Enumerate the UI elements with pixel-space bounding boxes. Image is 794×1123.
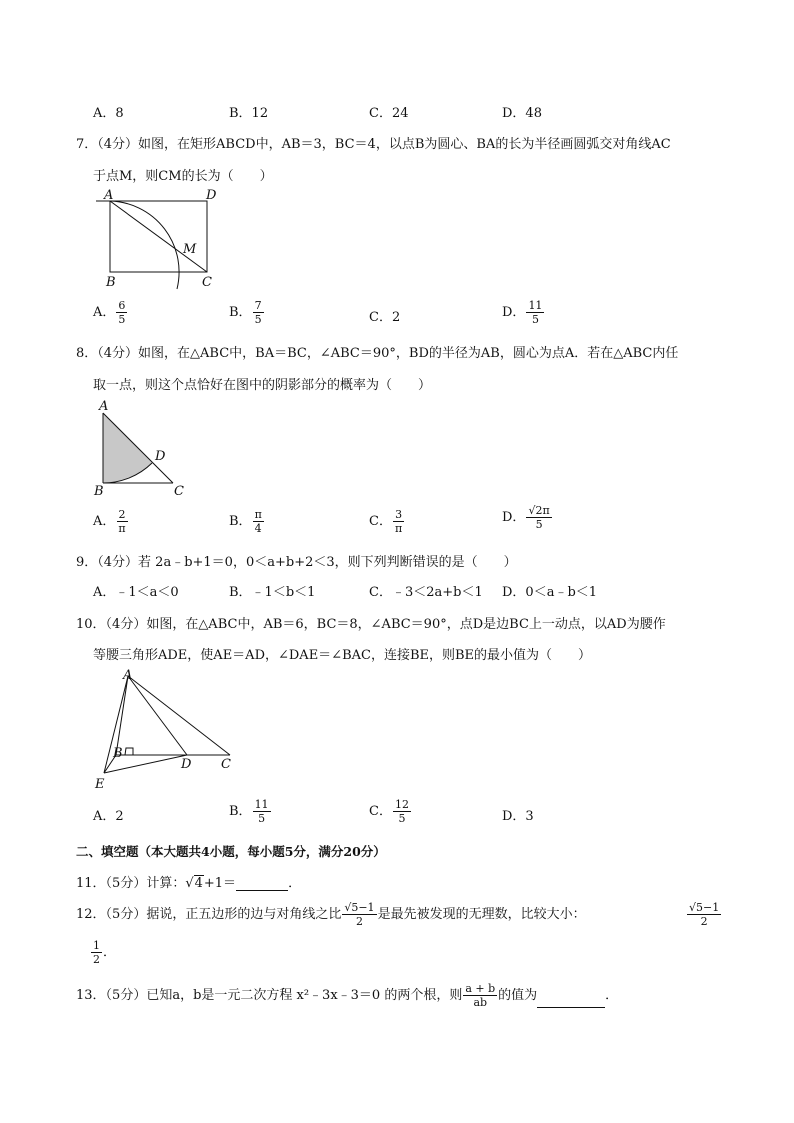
q10-label-b: B	[113, 746, 123, 761]
q9-option-b: B．﹣1＜b＜1	[229, 585, 316, 600]
q9-stem: 9．（4分）若 2a﹣b+1＝0，0＜a+b+2＜3，则下列判断错误的是（ ）	[76, 555, 517, 570]
q10-label-a: A	[123, 668, 133, 683]
q10-label-d: D	[181, 757, 192, 772]
q10-option-b: B． $\frac{11}{5}$	[229, 798, 269, 825]
q13-stem: 13．（5分）已知a，b是一元二次方程 x²﹣3x﹣3＝0 的两个根，则 $\frac{a + b}{ab}$ 的值为 ．	[76, 982, 619, 1009]
q8-label-c: C	[174, 484, 184, 499]
q10-label-e: E	[95, 777, 105, 792]
q8-label-d: D	[155, 449, 166, 464]
q7-option-c: C．2	[369, 310, 401, 325]
q8-figure-triangle	[92, 397, 202, 502]
q7-stem-line1: 7．（4分）如图，在矩形ABCD中，AB＝3，BC＝4，以点B为圆心、BA的长为半径画圆弧交对角线AC	[76, 137, 671, 152]
q8-option-c: C． $\frac{3}{\pi}$	[369, 508, 403, 535]
q10-label-c: C	[221, 757, 231, 772]
q6-option-b: B．12	[229, 106, 269, 121]
section-title-fill-in: 二、填空题（本大题共4小题，每小题5分，满分20分）	[76, 844, 386, 859]
q10-option-c: C． $\frac{12}{5}$	[369, 798, 409, 825]
q7-figure-rectangle	[92, 185, 222, 295]
q7-option-b: B． $\frac{7}{5}$	[229, 299, 262, 326]
q12-stem: 12．（5分）据说，正五边形的边与对角线之比 $\frac{√5-1}{2}$ 是最先被发现的无理数，比较大小：	[76, 901, 586, 928]
q10-option-d: D．3	[502, 809, 534, 824]
q7-label-m: M	[183, 242, 197, 257]
q12-compare-left: $\frac{√5-1}{2}$	[689, 901, 720, 928]
q10-stem-line2: 等腰三角形ADE，使AE＝AD，∠DAE＝∠BAC，连接BE，则BE的最小值为（ ）	[93, 648, 592, 663]
q6-option-a: A．8	[93, 106, 124, 121]
q8-stem-line1: 8．（4分）如图，在△ABC中，BA＝BC，∠ABC＝90°，BD的半径为AB，圆心为点A．若在△ABC内任	[76, 346, 679, 361]
q7-label-a: A	[104, 188, 114, 203]
q8-option-b: B． $\frac{\pi}{4}$	[229, 508, 262, 535]
q8-label-b: B	[94, 484, 104, 499]
q7-option-a: A． $\frac{6}{5}$	[93, 299, 126, 326]
q7-label-d: D	[206, 188, 217, 203]
q9-option-d: D．0＜a﹣b＜1	[502, 585, 598, 600]
q10-option-a: A．2	[93, 809, 124, 824]
q6-option-d: D．48	[502, 106, 542, 121]
q6-option-c: C．24	[369, 106, 409, 121]
q9-option-a: A．﹣1＜a＜0	[93, 585, 179, 600]
q8-label-a: A	[99, 399, 109, 414]
q11-stem: 11．（5分）计算：√4+1＝ ．	[76, 876, 302, 891]
q10-figure-triangles	[90, 667, 240, 795]
q8-option-a: A． $\frac{2}{\pi}$	[93, 508, 126, 535]
q10-stem-line1: 10．（4分）如图，在△ABC中，AB＝6，BC＝8，∠ABC＝90°，点D是边BC上一动点，以AD为腰作	[76, 617, 666, 632]
q7-stem-line2: 于点M，则CM的长为（ ）	[93, 169, 273, 184]
q7-label-b: B	[106, 275, 116, 290]
q8-stem-line2: 取一点，则这个点恰好在图中的阴影部分的概率为（ ）	[93, 378, 432, 393]
q7-label-c: C	[202, 275, 212, 290]
q7-option-d: D． $\frac{11}{5}$	[502, 299, 543, 326]
q9-option-c: C．﹣3＜2a+b＜1	[369, 585, 483, 600]
q8-option-d: D． $\frac{√2\pi}{5}$	[502, 504, 550, 531]
q12-compare-right: $\frac{1}{2}$ ．	[93, 939, 117, 966]
